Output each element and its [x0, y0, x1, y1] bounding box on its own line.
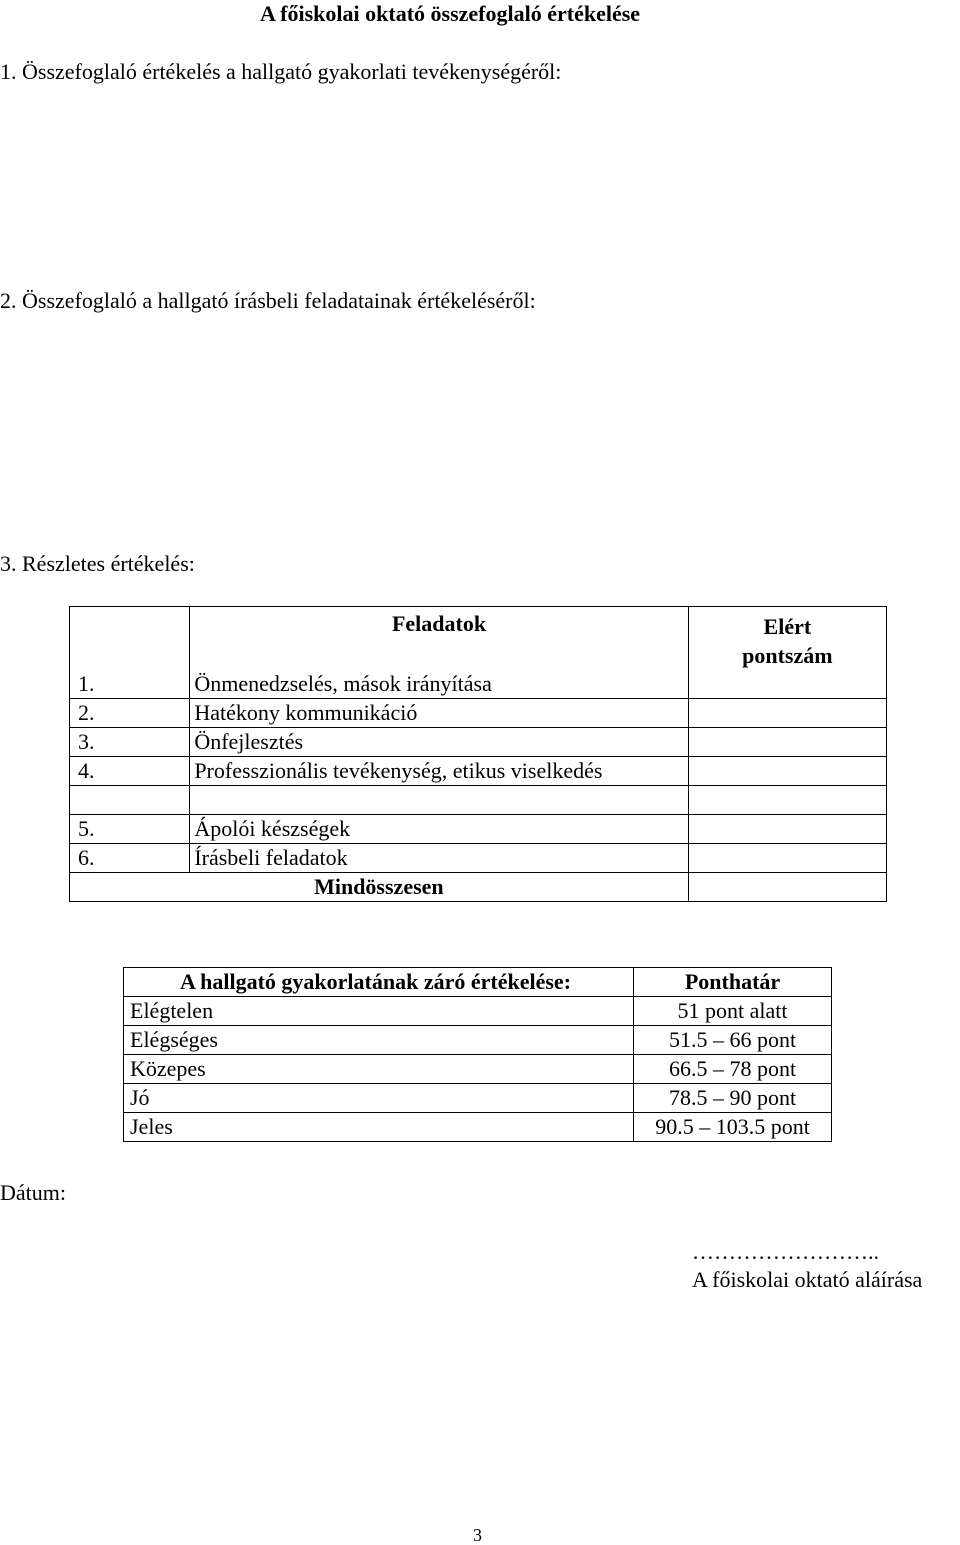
- row-num: [70, 786, 190, 815]
- row-task: Ápolói készségek: [190, 815, 688, 844]
- table-row: [70, 844, 887, 873]
- grade-name: Jeles: [124, 1113, 634, 1142]
- grade-header: A hallgató gyakorlatának záró értékelése:: [124, 968, 634, 997]
- row-points: [688, 844, 886, 873]
- row-num: 2.: [70, 699, 190, 728]
- section-2-heading: 2. Összefoglaló a hallgató írásbeli feladatainak értékeléséről:: [0, 288, 536, 313]
- row-task: Önfejlesztés: [190, 728, 688, 757]
- grade-name: Elégtelen: [124, 997, 634, 1026]
- grade-range: 66.5 – 78 pont: [634, 1055, 832, 1084]
- header-points-cell: [688, 607, 886, 671]
- table-row: [124, 997, 832, 1026]
- grade-name: Közepes: [124, 1055, 634, 1084]
- table-row: [70, 728, 887, 757]
- section-1-heading: 1. Összefoglaló értékelés a hallgató gyakorlati tevékenységéről:: [0, 59, 562, 84]
- page-number: 3: [473, 1525, 482, 1545]
- header-points-line1: Elért: [763, 614, 812, 639]
- section-3-heading: 3. Részletes értékelés:: [0, 551, 195, 576]
- row-num: 5.: [70, 815, 190, 844]
- row-task: Hatékony kommunikáció: [190, 699, 688, 728]
- row-num: 3.: [70, 728, 190, 757]
- signature-label: A főiskolai oktató aláírása: [692, 1267, 923, 1292]
- grade-threshold-table: [123, 967, 832, 1142]
- table-row: [70, 815, 887, 844]
- row-task: Önmenedzselés, mások irányítása: [190, 670, 688, 699]
- row-task: Írásbeli feladatok: [190, 844, 688, 873]
- row-points: [688, 699, 886, 728]
- table-row: [70, 699, 887, 728]
- header-tasks: Feladatok: [391, 611, 487, 636]
- table-row: [70, 757, 887, 786]
- grade-range: 90.5 – 103.5 pont: [634, 1113, 832, 1142]
- row-points: [688, 728, 886, 757]
- row-task: Professzionális tevékenység, etikus viselkedés: [190, 757, 688, 786]
- table-row: [124, 1055, 832, 1084]
- row-task: [190, 786, 688, 815]
- signature-line: ……………………..: [692, 1239, 879, 1264]
- row-points: [688, 670, 886, 699]
- header-num-cell: [70, 607, 190, 671]
- grade-range: 51 pont alatt: [634, 997, 832, 1026]
- total-row: [70, 873, 887, 902]
- range-header: Ponthatár: [634, 968, 832, 997]
- date-label: Dátum:: [0, 1180, 66, 1205]
- grade-range: 78.5 – 90 pont: [634, 1084, 832, 1113]
- total-points: [688, 873, 886, 902]
- grade-name: Jó: [124, 1084, 634, 1113]
- row-num: 1.: [70, 670, 190, 699]
- table-row: [70, 786, 887, 815]
- total-label: Mindösszesen: [70, 873, 689, 902]
- detail-evaluation-table: [69, 606, 887, 902]
- table-row: [70, 670, 887, 699]
- row-points: [688, 786, 886, 815]
- row-points: [688, 757, 886, 786]
- grade-range: 51.5 – 66 pont: [634, 1026, 832, 1055]
- table-row: [124, 1026, 832, 1055]
- table-row: [124, 1113, 832, 1142]
- header-tasks-cell: [190, 607, 688, 671]
- header-points-line2: pontszám: [742, 642, 833, 668]
- row-num: 6.: [70, 844, 190, 873]
- row-num: 4.: [70, 757, 190, 786]
- row-points: [688, 815, 886, 844]
- grade-name: Elégséges: [124, 1026, 634, 1055]
- table-row: [124, 1084, 832, 1113]
- document-title: A főiskolai oktató összefoglaló értékelése: [260, 1, 641, 26]
